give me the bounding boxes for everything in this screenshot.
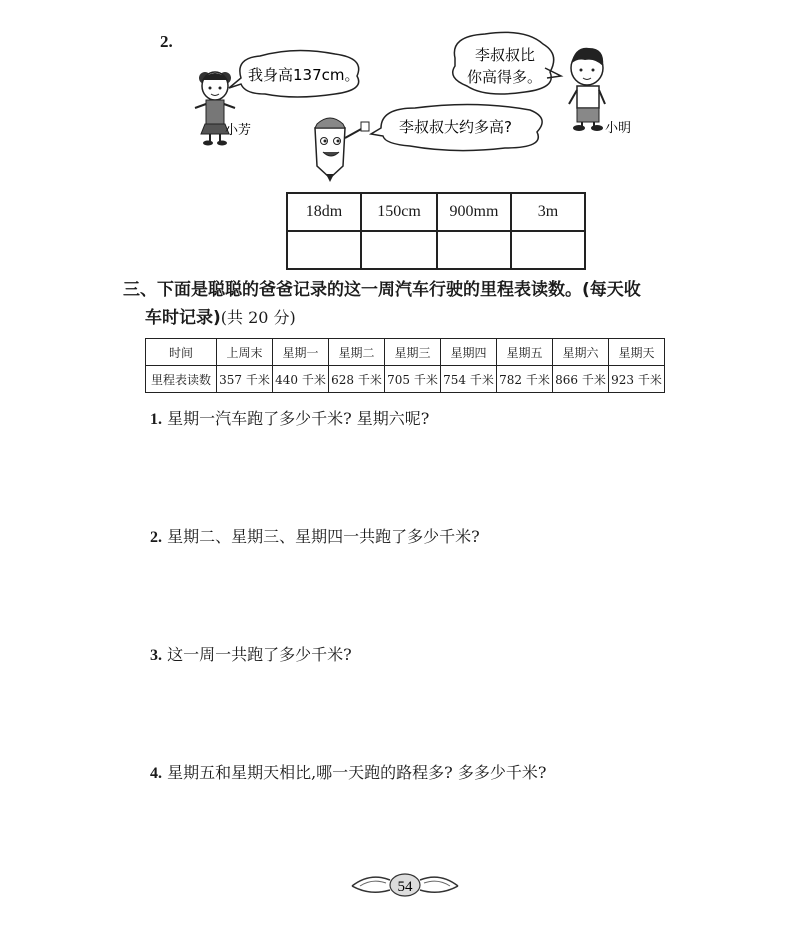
question-number: 3. <box>150 647 162 664</box>
section-heading-line2-text: 车时记录) <box>145 308 221 328</box>
answer-cell[interactable] <box>437 231 511 269</box>
boy-speech-line1: 李叔叔比 <box>475 46 536 64</box>
question-text: 这一周一共跑了多少千米? <box>167 645 352 664</box>
answer-cell[interactable] <box>511 231 585 269</box>
question-4 <box>150 760 546 783</box>
problem-number: 2. <box>160 32 173 51</box>
section-heading-line1: 三、下面是聪聪的爸爸记录的这一周汽车行驶的里程表读数。(每天收 <box>123 280 641 300</box>
option-cell: 3m <box>511 193 585 231</box>
reading-cell: 782 千米 <box>497 366 553 393</box>
pencil-speech: 李叔叔大约多高? <box>399 118 512 136</box>
reading-cell: 628 千米 <box>329 366 385 393</box>
day-header: 上周末 <box>217 339 273 366</box>
odometer-table <box>145 338 665 393</box>
question-number: 2. <box>150 529 162 546</box>
day-header: 星期五 <box>497 339 553 366</box>
page-number-ornament <box>350 866 460 906</box>
question-2 <box>150 524 480 547</box>
boy-speech-line2: 你高得多。 <box>467 68 543 86</box>
day-header: 星期二 <box>329 339 385 366</box>
day-header: 星期三 <box>385 339 441 366</box>
day-header: 星期一 <box>273 339 329 366</box>
answer-cell[interactable] <box>287 231 361 269</box>
height-options-table <box>286 192 586 270</box>
option-cell: 18dm <box>287 193 361 231</box>
question-number: 4. <box>150 765 162 782</box>
question-text: 星期五和星期天相比,哪一天跑的路程多? 多多少千米? <box>167 763 547 782</box>
reading-cell: 923 千米 <box>609 366 665 393</box>
reading-cell: 705 千米 <box>385 366 441 393</box>
day-header: 星期四 <box>441 339 497 366</box>
section-heading-line2 <box>123 304 723 332</box>
girl-name: 小芳 <box>225 123 252 138</box>
problem-illustration <box>185 28 640 186</box>
day-header: 星期天 <box>609 339 665 366</box>
table-header-label: 时间 <box>146 339 217 366</box>
section-heading <box>123 276 723 332</box>
answer-cell[interactable] <box>361 231 437 269</box>
question-text: 星期一汽车跑了多少千米? 星期六呢? <box>167 409 430 428</box>
reading-cell: 866 千米 <box>553 366 609 393</box>
pencil-mascot <box>315 118 369 182</box>
table-header-row <box>146 339 665 366</box>
question-3 <box>150 642 352 665</box>
question-text: 星期二、星期三、星期四一共跑了多少千米? <box>167 527 480 546</box>
table-row <box>146 366 665 393</box>
reading-cell: 440 千米 <box>273 366 329 393</box>
reading-cell: 357 千米 <box>217 366 273 393</box>
girl-speech: 我身高137cm。 <box>248 66 360 84</box>
day-header: 星期六 <box>553 339 609 366</box>
option-cell: 150cm <box>361 193 437 231</box>
option-cell: 900mm <box>437 193 511 231</box>
section-score: (共 20 分) <box>220 308 296 327</box>
boy-illustration <box>569 48 605 131</box>
page-number: 54 <box>397 879 413 895</box>
question-number: 1. <box>150 411 162 428</box>
reading-cell: 754 千米 <box>441 366 497 393</box>
boy-name: 小明 <box>605 121 632 136</box>
question-1 <box>150 406 429 429</box>
table-row-label: 里程表读数 <box>146 366 217 393</box>
